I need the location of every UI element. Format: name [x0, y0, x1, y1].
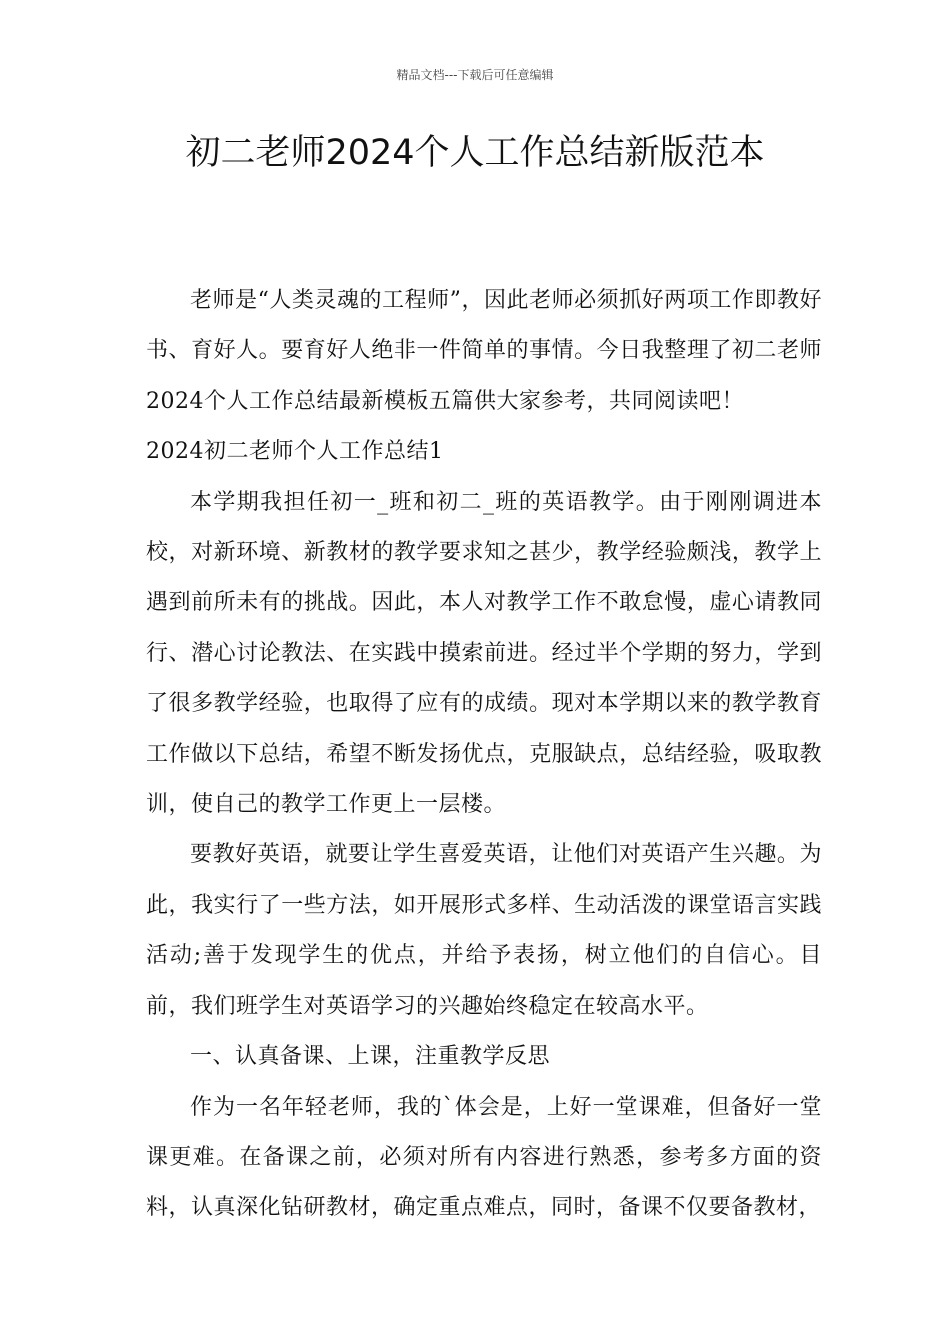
intro-paragraph: 老师是“人类灵魂的工程师”，因此老师必须抓好两项工作即教好书、育好人。要育好人绝非一件简单的事情。今日我整理了初二老师2024个人工作总结最新模板五篇供大家参考，共同阅读吧！ [146, 288, 822, 414]
document-body [146, 276, 822, 1234]
section-heading: 2024初二老师个人工作总结1 [146, 439, 444, 465]
body-paragraph: 要教好英语，就要让学生喜爱英语，让他们对英语产生兴趣。为此，我实行了一些方法，如开展形式多样、生动活泼的课堂语言实践活动;善于发现学生的优点，并给予表扬，树立他们的自信心。目前，我们班学生对英语学习的兴趣始终稳定在较高水平。 [146, 842, 822, 1019]
header-note: 精品文档---下载后可任意编辑 [396, 68, 554, 82]
body-paragraph: 作为一名年轻老师，我的`体会是，上好一堂课难，但备好一堂课更难。在备课之前，必须对所有内容进行熟悉，参考多方面的资料，认真深化钻研教材，确定重点难点，同时，备课不仅要备教材， [146, 1094, 822, 1221]
subsection-heading: 一、认真备课、上课，注重教学反思 [190, 1044, 551, 1070]
document-title: 初二老师2024个人工作总结新版范本 [185, 133, 765, 173]
body-paragraph: 本学期我担任初一_班和初二_班的英语教学。由于刚刚调进本校，对新环境、新教材的教学要求知之甚少，教学经验颇浅，教学上遇到前所未有的挑战。因此，本人对教学工作不敢怠慢，虚心请教同行、潜心讨论教法、在实践中摸索前进。经过半个学期的努力，学到了很多教学经验，也取得了应有的成绩。现对本学期以来的教学教育工作做以下总结，希望不断发扬优点，克服缺点，总结经验，吸取教训，使自己的教学工作更上一层楼。 [146, 489, 822, 818]
